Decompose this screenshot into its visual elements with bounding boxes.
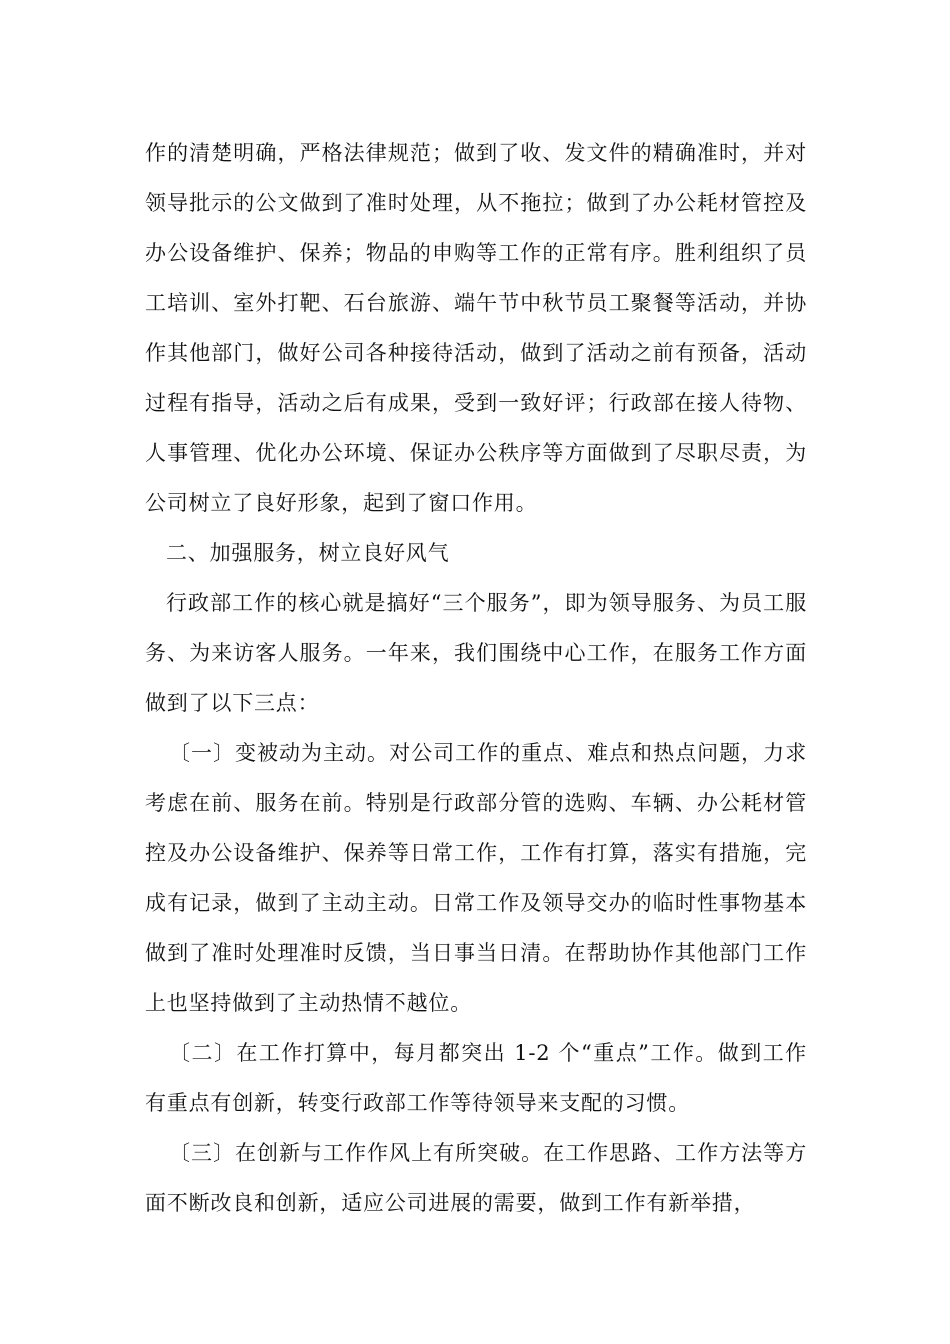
paragraph-point-one: 〔一〕变被动为主动。对公司工作的重点、难点和热点问题，力求考虑在前、服务在前。特别是行政部分管的选购、车辆、办公耗材管控及办公设备维护、保养等日常工作，工作有打算，落实有措施，完成有记录，做到了主动主动。日常工作及领导交办的临时性事物基本做到了准时处理准时反馈，当日事当日清。在帮助协作其他部门工作上也坚持做到了主动热情不越位。 — [145, 741, 807, 1015]
section-heading-service: 二、加强服务，树立良好风气 — [166, 541, 450, 565]
paragraph-point-two: 〔二〕在工作打算中，每月都突出 1-2 个“重点”工作。做到工作有重点有创新，转变行政部工作等待领导来支配的习惯。 — [145, 1041, 807, 1115]
paragraph-admin-work-summary: 作的清楚明确，严格法律规范；做到了收、发文件的精确准时，并对领导批示的公文做到了准时处理，从不拖拉；做到了办公耗材管控及办公设备维护、保养；物品的申购等工作的正常有序。胜利组织了员工培训、室外打靶、石台旅游、端午节中秋节员工聚餐等活动，并协作其他部门，做好公司各种接待活动，做到了活动之前有预备，活动过程有指导，活动之后有成果，受到一致好评；行政部在接人待物、人事管理、优化办公环境、保证办公秩序等方面做到了尽职尽责，为公司树立了良好形象，起到了窗口作用。 — [145, 141, 807, 515]
paragraph-three-services: 行政部工作的核心就是搞好“三个服务”，即为领导服务、为员工服务、为来访客人服务。一年来，我们围绕中心工作，在服务工作方面做到了以下三点： — [145, 591, 807, 715]
paragraph-point-three: 〔三〕在创新与工作作风上有所突破。在工作思路、工作方法等方面不断改良和创新，适应公司进展的需要，做到工作有新举措， — [145, 1141, 807, 1215]
document-body — [145, 128, 807, 1228]
